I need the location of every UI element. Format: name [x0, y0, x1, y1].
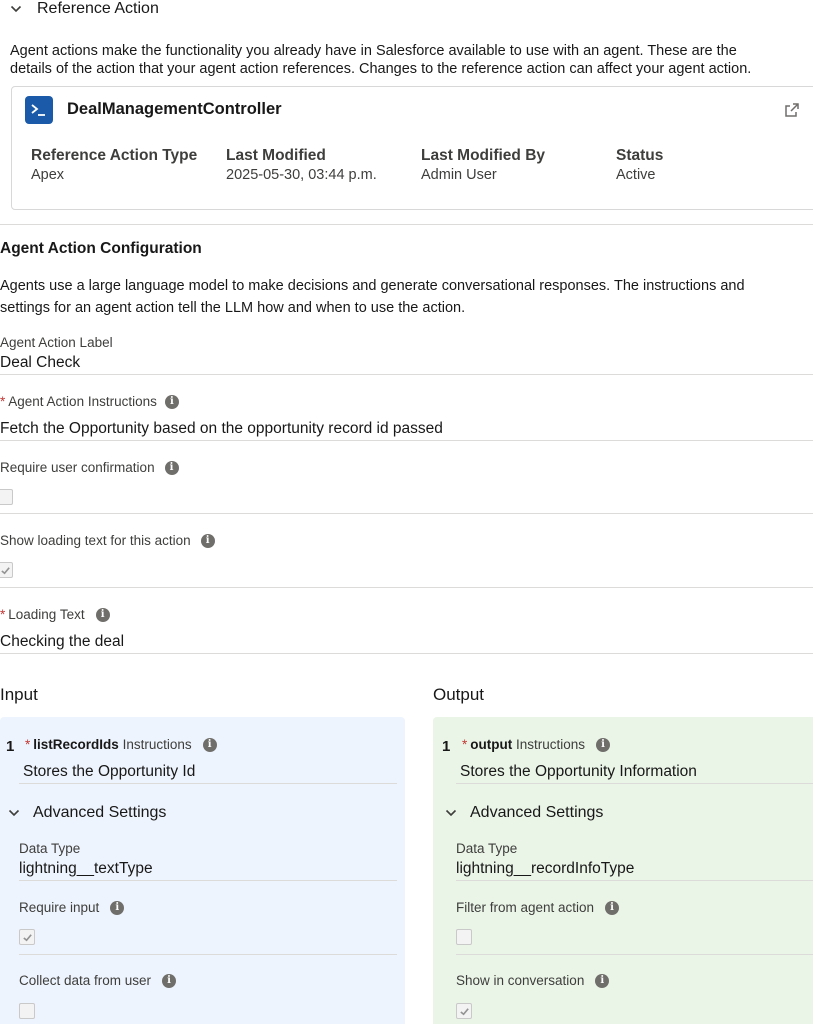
collect-data-checkbox[interactable] — [19, 1003, 35, 1019]
output-row-number: 1 — [442, 738, 451, 755]
meta-label: Status — [616, 147, 664, 164]
info-icon[interactable]: i — [605, 901, 619, 915]
info-icon[interactable]: i — [595, 974, 609, 988]
field-label-text: Collect data from user — [19, 973, 152, 988]
require-confirmation-label — [0, 460, 179, 475]
divider — [0, 440, 813, 441]
require-input-checkbox[interactable] — [19, 929, 35, 945]
field-label-text: Filter from agent action — [456, 900, 595, 915]
external-link-icon[interactable] — [784, 102, 800, 118]
input-row-number: 1 — [6, 738, 15, 755]
config-description-line-2: settings for an agent action tell the LLM how and when to use the action. — [0, 300, 466, 316]
reference-description-line-1: Agent actions make the functionality you already have in Salesforce available to use with an agent. These are the — [10, 43, 737, 59]
input-instructions-field[interactable]: Stores the Opportunity Id — [23, 763, 196, 780]
output-data-type-value: lightning__recordInfoType — [456, 860, 635, 877]
input-data-type-value: lightning__textType — [19, 860, 153, 877]
field-label-text: Require input — [19, 900, 100, 915]
meta-value: Admin User — [421, 167, 497, 183]
meta-value: Apex — [31, 167, 65, 183]
agent-action-instructions-label — [0, 394, 179, 409]
divider — [0, 653, 813, 654]
divider — [0, 587, 813, 588]
output-param-name: output — [470, 737, 513, 752]
collect-data-label — [19, 973, 176, 988]
input-panel — [0, 717, 405, 1024]
config-description-line-1: Agents use a large language model to make decisions and generate conversational responses. The instructions and — [0, 278, 745, 294]
input-title: Input — [0, 685, 38, 704]
info-icon[interactable]: i — [596, 738, 610, 752]
required-marker: * — [25, 737, 31, 752]
divider — [0, 224, 813, 225]
output-panel — [433, 717, 813, 1024]
checkmark-icon — [22, 932, 33, 943]
meta-reference-action-type — [31, 147, 197, 183]
divider — [0, 374, 813, 375]
show-loading-label — [0, 533, 215, 548]
require-confirmation-checkbox[interactable] — [0, 489, 13, 505]
chevron-down-icon — [10, 3, 22, 15]
field-label-text: Require user confirmation — [0, 460, 155, 475]
output-title: Output — [433, 685, 485, 704]
reference-description-line-2: details of the action that your agent action references. Changes to the reference action can affect your agent action. — [10, 61, 752, 77]
output-param-label — [462, 737, 610, 752]
divider — [19, 783, 397, 784]
info-icon[interactable]: i — [110, 901, 124, 915]
require-input-label — [19, 900, 124, 915]
info-icon[interactable]: i — [203, 738, 217, 752]
output-advanced-toggle[interactable] — [445, 804, 603, 822]
show-loading-checkbox[interactable] — [0, 562, 13, 578]
reference-action-toggle[interactable] — [10, 0, 159, 18]
filter-from-action-label — [456, 900, 619, 915]
divider — [456, 954, 813, 955]
input-param-suffix: Instructions — [122, 737, 192, 752]
agent-action-label-label: Agent Action Label — [0, 335, 113, 350]
field-label-text: Show loading text for this action — [0, 533, 191, 548]
output-data-type-label: Data Type — [456, 841, 518, 856]
meta-value: 2025-05-30, 03:44 p.m. — [226, 167, 377, 183]
divider — [456, 783, 813, 784]
divider — [19, 954, 397, 955]
meta-status — [616, 147, 663, 183]
info-icon[interactable]: i — [165, 461, 179, 475]
input-advanced-toggle[interactable] — [8, 804, 166, 822]
meta-label: Last Modified — [226, 147, 326, 164]
field-label-text: Agent Action Instructions — [8, 394, 157, 409]
input-param-label — [25, 737, 217, 752]
output-instructions-field[interactable]: Stores the Opportunity Information — [460, 763, 697, 780]
reference-action-card — [11, 86, 813, 210]
required-marker: * — [462, 737, 468, 752]
info-icon[interactable]: i — [201, 534, 215, 548]
input-data-type-label: Data Type — [19, 841, 81, 856]
agent-action-instructions-field[interactable]: Fetch the Opportunity based on the opportunity record id passed — [0, 420, 443, 437]
advanced-settings-label: Advanced Settings — [33, 804, 167, 821]
meta-last-modified — [226, 147, 377, 183]
reference-action-label: Reference Action — [37, 0, 159, 17]
field-label-text: Show in conversation — [456, 973, 585, 988]
show-in-conversation-label — [456, 973, 609, 988]
show-in-conversation-checkbox[interactable] — [456, 1003, 472, 1019]
divider — [0, 513, 813, 514]
loading-text-field[interactable]: Checking the deal — [0, 633, 125, 650]
config-heading: Agent Action Configuration — [0, 240, 202, 257]
filter-from-action-checkbox[interactable] — [456, 929, 472, 945]
apex-terminal-icon — [25, 96, 53, 124]
meta-label: Last Modified By — [421, 147, 546, 164]
field-label-text: Loading Text — [8, 607, 85, 622]
divider — [456, 880, 813, 881]
meta-label: Reference Action Type — [31, 147, 198, 164]
info-icon[interactable]: i — [165, 395, 179, 409]
loading-text-label — [0, 607, 110, 622]
input-param-name: listRecordIds — [33, 737, 119, 752]
info-icon[interactable]: i — [162, 974, 176, 988]
advanced-settings-label: Advanced Settings — [470, 804, 604, 821]
meta-value: Active — [616, 167, 656, 183]
info-icon[interactable]: i — [96, 608, 110, 622]
agent-action-label-field[interactable]: Deal Check — [0, 354, 81, 371]
meta-last-modified-by — [421, 147, 545, 183]
output-param-suffix: Instructions — [516, 737, 586, 752]
checkmark-icon — [459, 1006, 470, 1017]
required-marker: * — [0, 394, 6, 409]
checkmark-icon — [0, 565, 11, 576]
required-marker: * — [0, 607, 6, 622]
chevron-down-icon — [8, 807, 20, 819]
chevron-down-icon — [445, 807, 457, 819]
divider — [19, 880, 397, 881]
reference-action-title: DealManagementController — [67, 100, 282, 118]
